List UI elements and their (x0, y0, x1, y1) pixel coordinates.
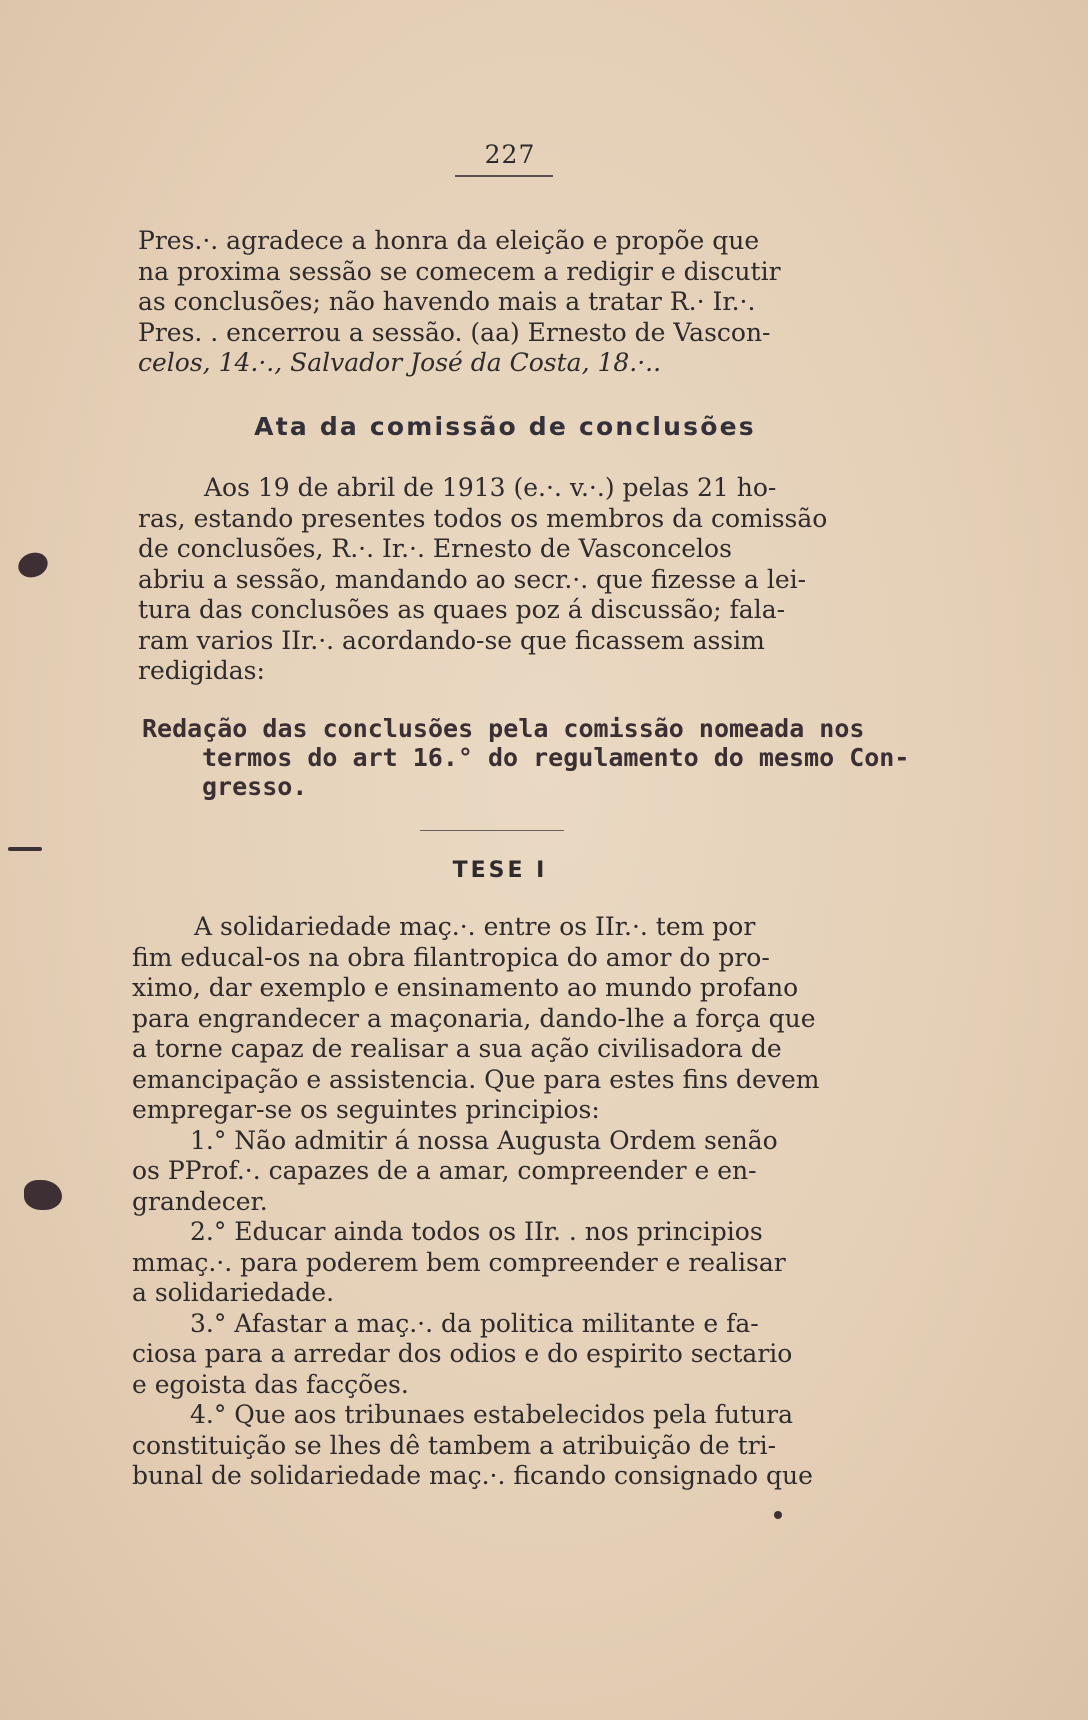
text-fragment: Pres. . encerrou a sessão. (aa) Ernesto de Vascon- (138, 317, 771, 347)
text-line: ximo, dar exemplo e ensinamento ao mundo profano (132, 973, 799, 1002)
text-line: os PProf.·. capazes de a amar, compreender e en- (132, 1156, 757, 1185)
text-line: e egoista das facções. (132, 1369, 409, 1399)
text-line: constituição se lhes dê tambem a atribuição de tri- (132, 1430, 777, 1460)
text-line: a solidariedade. (132, 1278, 335, 1307)
text-line: A solidariedade maç.·. entre os IIr.·. tem por (194, 912, 756, 941)
section-heading-ata: Ata da comissão de conclusões (254, 412, 756, 441)
heading-line: Redação das conclusões pela comissão nomeada nos (142, 714, 865, 743)
text-line: as conclusões; não havendo mais a tratar R.· Ir.·. (138, 287, 756, 316)
heading-line: termos do art 16.° do regulamento do mesmo Con- (202, 743, 910, 772)
text-line (138, 318, 864, 349)
section-heading-tese: TESE I (452, 858, 548, 883)
text-line: empregar-se os seguintes principios: (132, 1095, 600, 1124)
ink-stroke-mark (8, 847, 42, 851)
text-line: celos, 14.·., Salvador José da Costa, 18.·.. (138, 348, 662, 377)
text-line: Pres.·. agradece a honra da eleição e propõe que (138, 226, 760, 255)
text-line: para engrandecer a maçonaria, dando-lhe a força que (132, 1003, 816, 1033)
text-line: grandecer. (132, 1186, 268, 1216)
text-line: mmaç.·. para poderem bem compreender e realisar (132, 1247, 786, 1277)
text-line: abriu a sessão, mandando ao secr.·. que fizesse a lei- (138, 564, 807, 594)
text-line: emancipação e assistencia. Que para estes fins devem (132, 1064, 820, 1094)
section-divider (420, 830, 564, 831)
text-line: Aos 19 de abril de 1913 (e.·. v.·.) pelas 21 ho- (204, 473, 777, 502)
text-line: 2.° Educar ainda todos os IIr. . nos principios (190, 1217, 763, 1246)
page-number-rule (455, 175, 553, 177)
ata-paragraph (138, 473, 864, 687)
text-line: a torne capaz de realisar a sua ação civilisadora de (132, 1034, 782, 1063)
text-line: ram varios IIr.·. acordando-se que ficassem assim (138, 625, 765, 655)
text-line: de conclusões, R.·. Ir.·. Ernesto de Vasconcelos (138, 534, 732, 563)
ink-blot-mark (24, 1180, 62, 1210)
ink-blot-mark (15, 549, 51, 582)
text-line: bunal de solidariedade maç.·. ficando consignado que (132, 1461, 813, 1490)
text-line: ras, estando presentes todos os membros da comissão (138, 503, 828, 533)
text-line: 1.° Não admitir á nossa Augusta Ordem senão (190, 1125, 778, 1155)
text-line: fim educal-os na obra filantropica do amor do pro- (132, 942, 770, 972)
text-line: tura das conclusões as quaes poz á discussão; fala- (138, 595, 786, 624)
heading-line: gresso. (202, 772, 308, 801)
page-number: 227 (484, 140, 536, 169)
ink-dot-mark (774, 1511, 782, 1519)
text-line: redigidas: (138, 656, 265, 685)
text-line: 3.° Afastar a maç.·. da politica militante e fa- (190, 1308, 759, 1338)
section-heading-redacao (142, 714, 910, 801)
intro-paragraph (138, 226, 864, 379)
text-line: 4.° Que aos tribunaes estabelecidos pela futura (190, 1400, 794, 1429)
text-line: na proxima sessão se comecem a redigir e discutir (138, 256, 781, 286)
tese-paragraph (132, 912, 848, 1492)
text-line: ciosa para a arredar dos odios e do espirito sectario (132, 1339, 793, 1368)
